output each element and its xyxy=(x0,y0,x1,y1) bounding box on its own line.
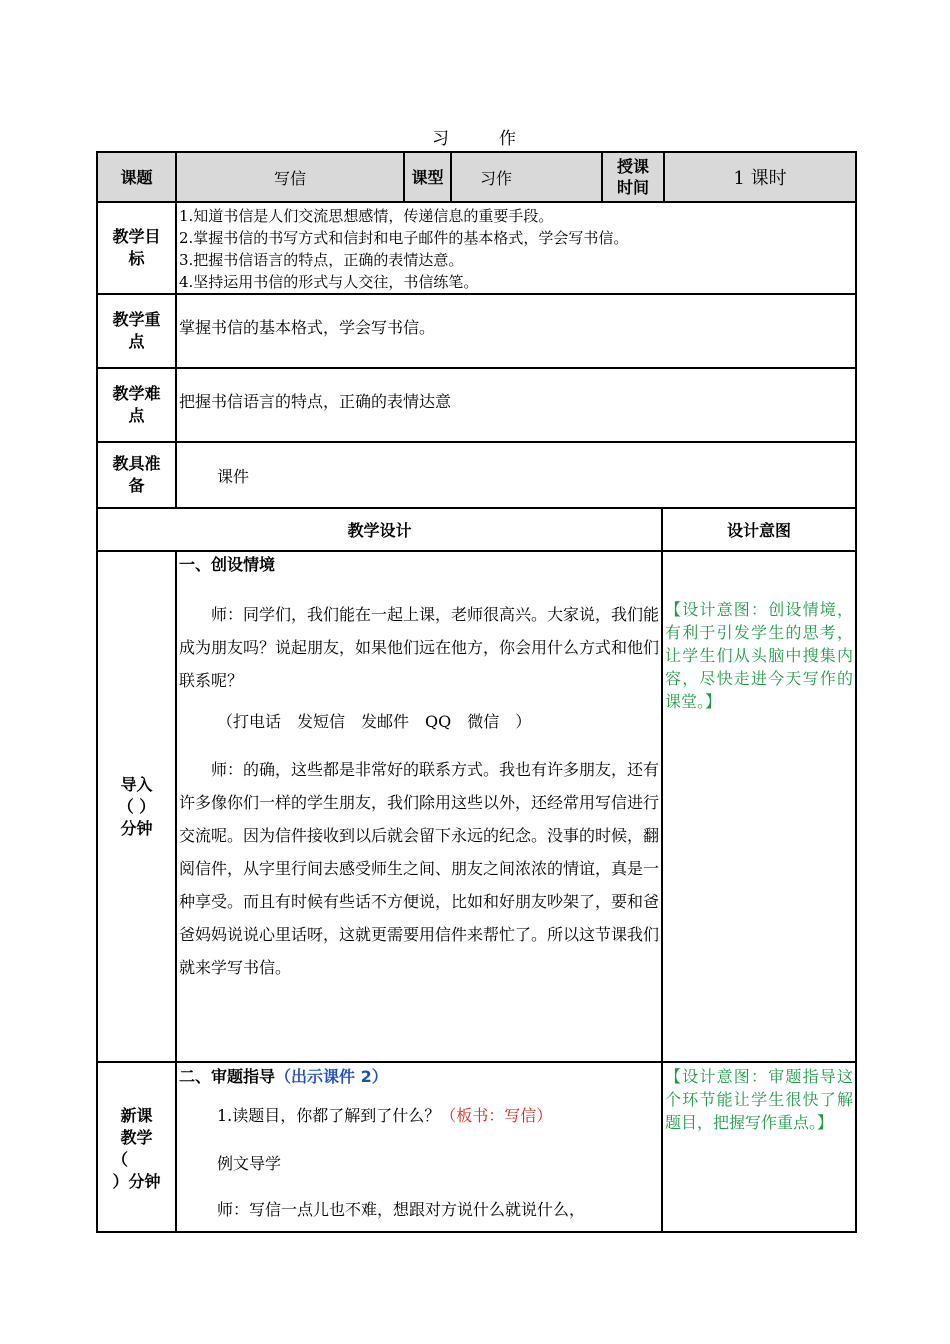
intro-options: （打电话 发短信 发邮件 QQ 微信 ） xyxy=(217,712,532,731)
title-char-2: 作 xyxy=(499,129,518,149)
goal-item: 2.掌握书信的书写方式和信封和电子邮件的基本格式，学会写书信。 xyxy=(179,229,629,247)
intro-para-1: 师：同学们，我们能在一起上课，老师很高兴。大家说，我们能成为朋友吗？说起朋友，如果他们远在他方，你会用什么方式和他们联系呢？ xyxy=(179,605,660,690)
intro-intent-cell xyxy=(662,551,856,1062)
goals-label: 教学目标 xyxy=(97,202,176,294)
header-row xyxy=(97,152,856,202)
intro-row xyxy=(97,551,856,1062)
key-points-text: 掌握书信的基本格式，学会写书信。 xyxy=(176,294,856,368)
new-lesson-label xyxy=(97,1062,176,1232)
type-value: 习作 xyxy=(451,152,602,202)
new-lesson-label-line: ）分钟 xyxy=(112,1172,161,1191)
goals-list xyxy=(176,202,856,294)
time-value: 1 课时 xyxy=(664,152,856,202)
page-title xyxy=(0,124,950,149)
intro-label-line: （ ） xyxy=(117,796,156,816)
goal-item: 4.坚持运用书信的形式与人交往，书信练笔。 xyxy=(179,273,479,291)
new-lesson-para: 师：写信一点儿也不难，想跟对方说什么就说什么， xyxy=(217,1200,586,1219)
new-lesson-sub: 例文导学 xyxy=(217,1154,282,1173)
intro-intent: 【设计意图：创设情境，有利于引发学生的思考，让学生们从头脑中搜集内容，尽快走进今天写作的课堂。】 xyxy=(665,600,854,711)
design-header-row xyxy=(97,508,856,551)
new-lesson-heading-note: （出示课件 2） xyxy=(275,1067,388,1086)
topic-value: 写信 xyxy=(176,152,404,202)
difficulties-label: 教学难点 xyxy=(97,368,176,442)
new-lesson-row xyxy=(97,1062,856,1232)
intro-content xyxy=(176,551,662,1062)
intro-para-2: 师：的确，这些都是非常好的联系方式。我也有许多朋友，还有许多像你们一样的学生朋友，我们除用这些以外，还经常用写信进行交流呢。因为信件接收到以后就会留下永远的纪念。没事的时候，翻阅信件，从字里行间去感受师生之间、朋友之间浓浓的情谊，真是一种享受。而且有时候有些话不方便说，比如和好朋友吵架了，要和爸爸妈妈说说心里话呀，这就更需要用信件来帮忙了。所以这节课我们就来学写书信。 xyxy=(179,760,660,977)
goal-item: 1.知道书信是人们交流思想感情，传递信息的重要手段。 xyxy=(179,207,554,225)
new-lesson-heading xyxy=(177,1065,661,1089)
tools-row xyxy=(97,442,856,508)
new-lesson-label-line: 教学 xyxy=(120,1128,153,1147)
new-lesson-q1 xyxy=(177,1103,661,1129)
tools-text: 课件 xyxy=(176,442,856,508)
key-points-row xyxy=(97,294,856,368)
new-lesson-intent-cell xyxy=(662,1062,856,1232)
design-header-right: 设计意图 xyxy=(662,508,856,551)
title-char-1: 习 xyxy=(432,129,451,149)
difficulties-row xyxy=(97,368,856,442)
design-header-left: 教学设计 xyxy=(97,508,662,551)
key-points-label: 教学重点 xyxy=(97,294,176,368)
time-label: 授课时间 xyxy=(602,152,664,202)
new-lesson-intent: 【设计意图：审题指导这个环节能让学生很快了解题目，把握写作重点。】 xyxy=(665,1067,854,1132)
new-lesson-content xyxy=(176,1062,662,1232)
goal-item: 3.把握书信语言的特点，正确的表情达意。 xyxy=(179,251,464,269)
intro-label-line: 分钟 xyxy=(120,818,153,838)
intro-label-line: 导入 xyxy=(120,774,153,794)
intro-label xyxy=(97,551,176,1062)
new-lesson-q1-note: （板书：写信） xyxy=(440,1106,553,1125)
difficulties-text: 把握书信语言的特点，正确的表情达意 xyxy=(176,368,856,442)
tools-label: 教具准备 xyxy=(97,442,176,508)
lesson-plan-table xyxy=(96,151,857,1233)
new-lesson-heading-text: 二、审题指导 xyxy=(179,1067,276,1086)
new-lesson-label-line: （ xyxy=(112,1150,129,1169)
type-label: 课型 xyxy=(404,152,451,202)
intro-heading: 一、创设情境 xyxy=(179,555,276,574)
new-lesson-label-line: 新课 xyxy=(120,1106,153,1125)
goals-row xyxy=(97,202,856,294)
new-lesson-q1-text: 1.读题目，你都了解到了什么？ xyxy=(217,1106,441,1125)
topic-label: 课题 xyxy=(97,152,176,202)
